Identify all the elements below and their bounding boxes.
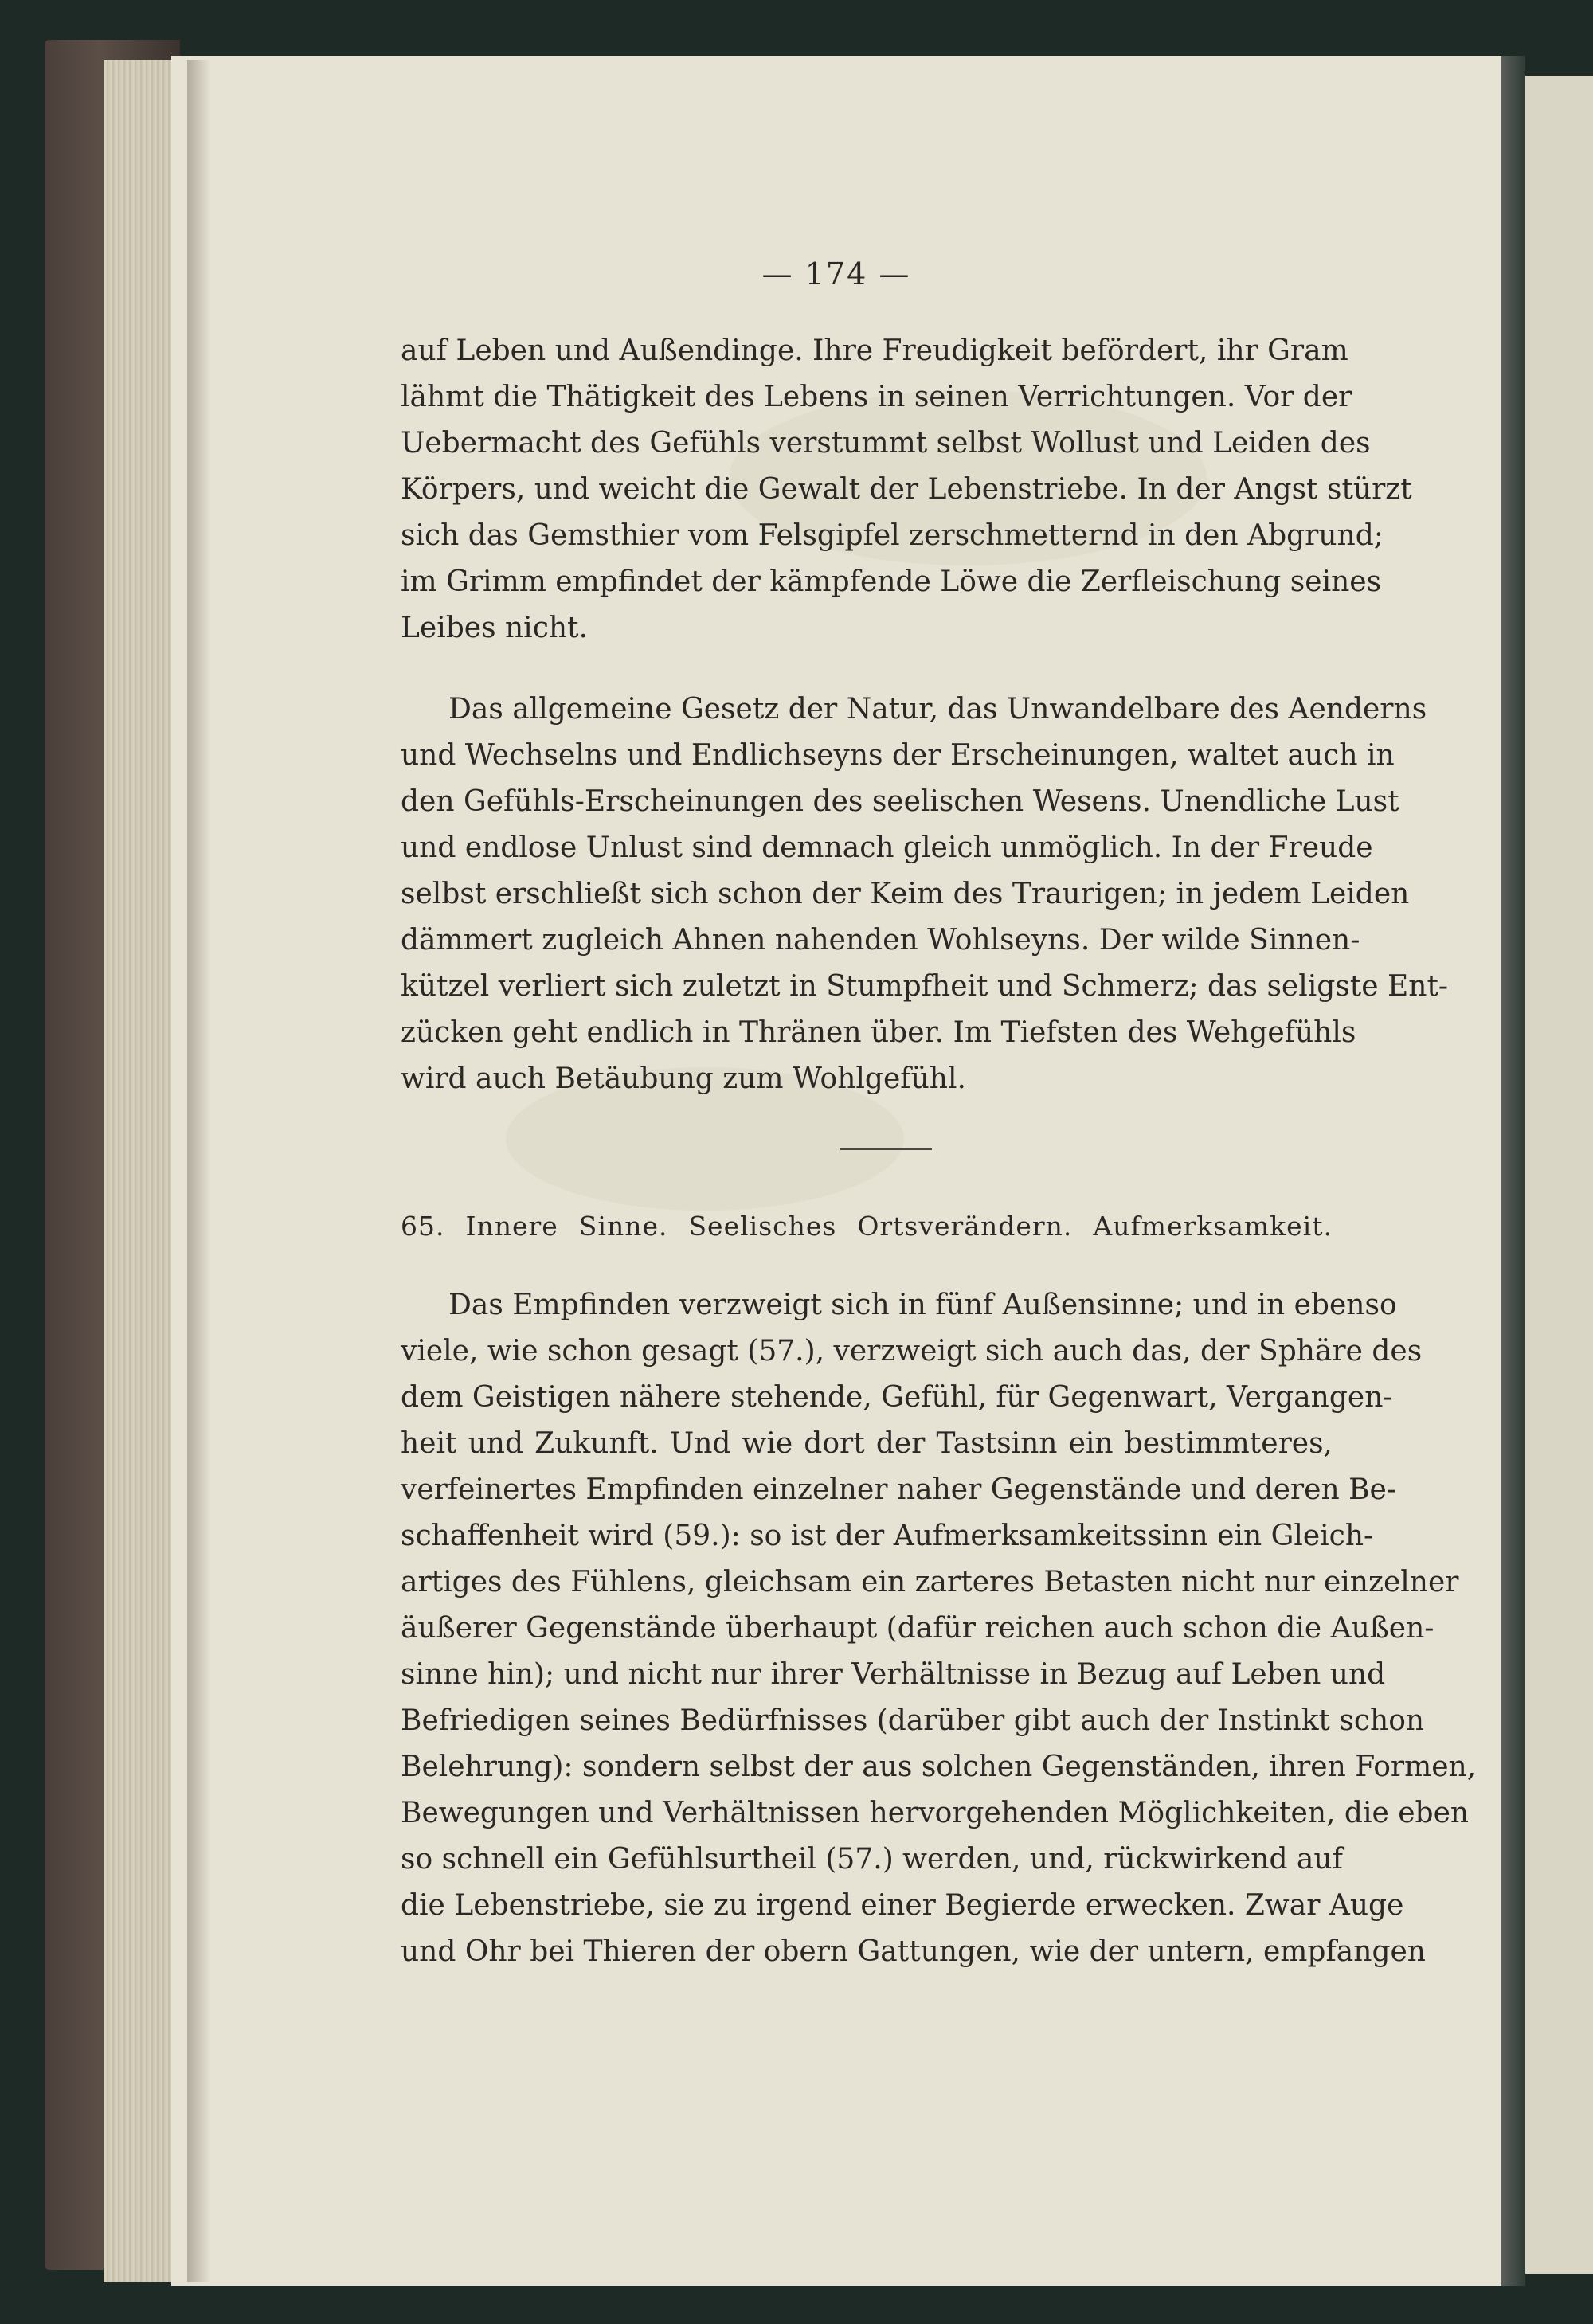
text-line: dem Geistigen nähere stehende, Gefühl, für Gegenwart, Vergangen- xyxy=(401,1381,1393,1414)
right-page-edge xyxy=(1501,56,1525,2286)
text-line: sinne hin); und nicht nur ihrer Verhältnisse in Bezug auf Leben und xyxy=(401,1658,1386,1691)
text-line xyxy=(401,687,1427,733)
text-line: Uebermacht des Gefühls verstummt selbst Wollust und Leiden des xyxy=(401,427,1371,460)
text-line: und endlose Unlust sind demnach gleich unmöglich. In der Freude xyxy=(401,831,1373,864)
text-line: zücken geht endlich in Thränen über. Im Tiefsten des Wehgefühls xyxy=(401,1016,1356,1049)
text-line: Bewegungen und Verhältnissen hervorgehenden Möglichkeiten, die eben xyxy=(401,1797,1470,1829)
text-line: heit und Zukunft. Und wie dort der Tastsinn ein bestimmteres, xyxy=(401,1427,1333,1460)
text-line: im Grimm empfindet der kämpfende Löwe die Zerfleischung seines xyxy=(401,565,1382,598)
text-line: schaffenheit wird (59.): so ist der Aufmerksamkeitssinn ein Gleich- xyxy=(401,1520,1374,1552)
text-line: sich das Gemsthier vom Felsgipfel zerschmetternd in den Abgrund; xyxy=(401,519,1384,552)
facing-page xyxy=(1525,76,1593,2274)
text-line: auf Leben und Außendinge. Ihre Freudigkeit befördert, ihr Gram xyxy=(401,335,1348,367)
text-line: viele, wie schon gesagt (57.), verzweigt sich auch das, der Sphäre des xyxy=(401,1335,1423,1367)
page-number: — 174 — xyxy=(761,256,911,291)
text-line: Körpers, und weicht die Gewalt der Lebenstriebe. In der Angst stürzt xyxy=(401,473,1412,506)
text-line-content: Das Empfinden verzweigt sich in fünf Außensinne; und in ebenso xyxy=(448,1289,1397,1321)
text-line: kützel verliert sich zuletzt in Stumpfheit und Schmerz; das seligste Ent- xyxy=(401,970,1449,1003)
text-line: den Gefühls-Erscheinungen des seelischen Wesens. Unendliche Lust xyxy=(401,785,1399,818)
text-line xyxy=(401,1282,1397,1328)
text-line: die Lebenstriebe, sie zu irgend einer Begierde erwecken. Zwar Auge xyxy=(401,1889,1404,1922)
text-line: wird auch Betäubung zum Wohlgefühl. xyxy=(401,1062,966,1095)
text-line: und Ohr bei Thieren der obern Gattungen, wie der untern, empfangen xyxy=(401,1935,1426,1968)
text-line: Belehrung): sondern selbst der aus solchen Gegenständen, ihren Formen, xyxy=(401,1751,1477,1783)
paragraph-1 xyxy=(401,328,1412,651)
text-line: so schnell ein Gefühlsurtheil (57.) werden, und, rückwirkend auf xyxy=(401,1843,1343,1876)
text-line: Befriedigen seines Bedürfnisses (darüber gibt auch der Instinkt schon xyxy=(401,1704,1425,1737)
spine-shadow xyxy=(187,60,211,2282)
text-line: artiges des Fühlens, gleichsam ein zarteres Betasten nicht nur einzelner xyxy=(401,1566,1459,1598)
text-line: selbst erschließt sich schon der Keim des Traurigen; in jedem Leiden xyxy=(401,878,1410,910)
text-line: Leibes nicht. xyxy=(401,612,588,644)
text-line: äußerer Gegenstände überhaupt (dafür reichen auch schon die Außen- xyxy=(401,1612,1434,1645)
text-line: lähmt die Thätigkeit des Lebens in seinen Verrichtungen. Vor der xyxy=(401,381,1352,413)
paragraph-2 xyxy=(401,687,1449,1102)
text-line-content: Das allgemeine Gesetz der Natur, das Unwandelbare des Aenderns xyxy=(448,693,1427,726)
section-divider xyxy=(840,1148,932,1150)
text-line: und Wechselns und Endlichseyns der Erscheinungen, waltet auch in xyxy=(401,739,1395,772)
section-heading: 65. Innere Sinne. Seelisches Ortsverändern. Aufmerksamkeit. xyxy=(401,1211,1333,1242)
paragraph-3 xyxy=(401,1282,1477,1975)
text-line: verfeinertes Empfinden einzelner naher Gegenstände und deren Be- xyxy=(401,1473,1396,1506)
text-line: dämmert zugleich Ahnen nahenden Wohlseyns. Der wilde Sinnen- xyxy=(401,924,1360,957)
